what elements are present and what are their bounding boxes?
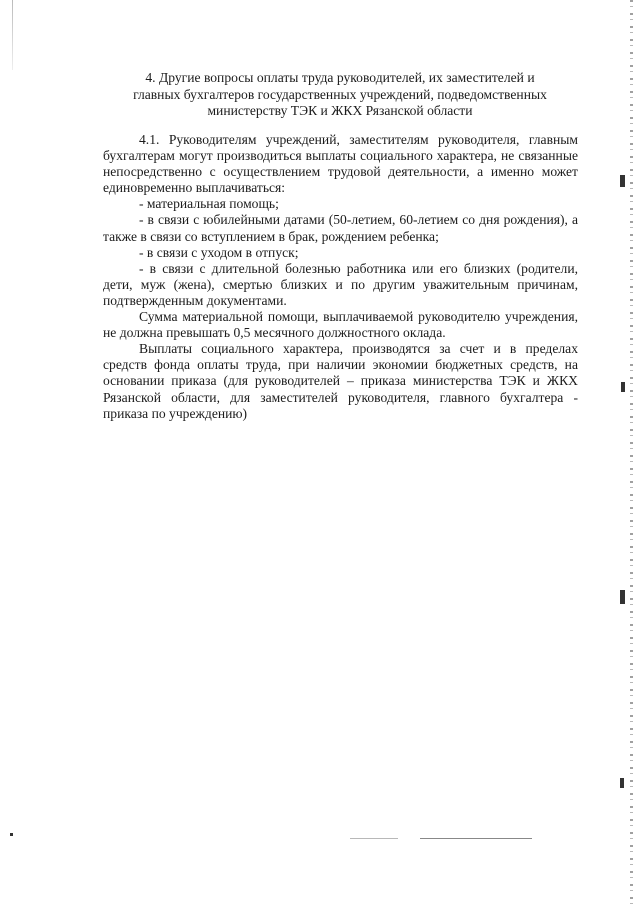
list-item: - материальная помощь; bbox=[139, 196, 279, 212]
heading-line: 4. Другие вопросы оплаты труда руководителей, их заместителей и bbox=[145, 70, 535, 85]
section-body bbox=[103, 132, 578, 422]
scan-mark bbox=[620, 778, 624, 788]
paragraph-payment-source: Выплаты социального характера, производятся за счет и в пределах средств фонда оплаты труда, при наличии экономии бюджетных средств, на основании приказа (для руководителей – приказа министерства ТЭК и ЖКХ Рязанской области, для заместителей руководителя, главного бухгалтера - приказа по учреждению) bbox=[103, 341, 578, 421]
scan-edge-right bbox=[630, 0, 633, 905]
scan-mark bbox=[621, 382, 625, 392]
scan-mark bbox=[10, 833, 13, 836]
scan-edge-left bbox=[12, 0, 13, 70]
scan-line bbox=[420, 838, 532, 839]
section-heading bbox=[100, 70, 580, 120]
heading-line: министерству ТЭК и ЖКХ Рязанской области bbox=[207, 103, 473, 119]
scan-mark bbox=[620, 590, 625, 604]
heading-line: главных бухгалтеров государственных учреждений, подведомственных bbox=[133, 86, 547, 102]
paragraph-4-1: 4.1. Руководителям учреждений, заместителям руководителя, главным бухгалтерам могут производиться выплаты социального характера, не связанные непосредственно с осуществлением трудовой деятельности, а именно может единовременно выплачиваться: bbox=[103, 132, 578, 196]
scan-line bbox=[350, 838, 398, 839]
paragraph-material-aid-limit: Сумма материальной помощи, выплачиваемой руководителю учреждения, не должна превышать 0,5 месячного должностного оклада. bbox=[103, 309, 578, 341]
list-item: - в связи с уходом в отпуск; bbox=[139, 244, 299, 260]
scan-mark bbox=[620, 175, 625, 187]
list-item: - в связи с длительной болезнью работника или его близких (родители, дети, муж (жена), смертью близких и по другим уважительным причинам, подтвержденным документами. bbox=[103, 260, 578, 308]
list-item: - в связи с юбилейными датами (50-летием, 60-летием со дня рождения), а также в связи со вступлением в брак, рождением ребенка; bbox=[103, 212, 578, 244]
